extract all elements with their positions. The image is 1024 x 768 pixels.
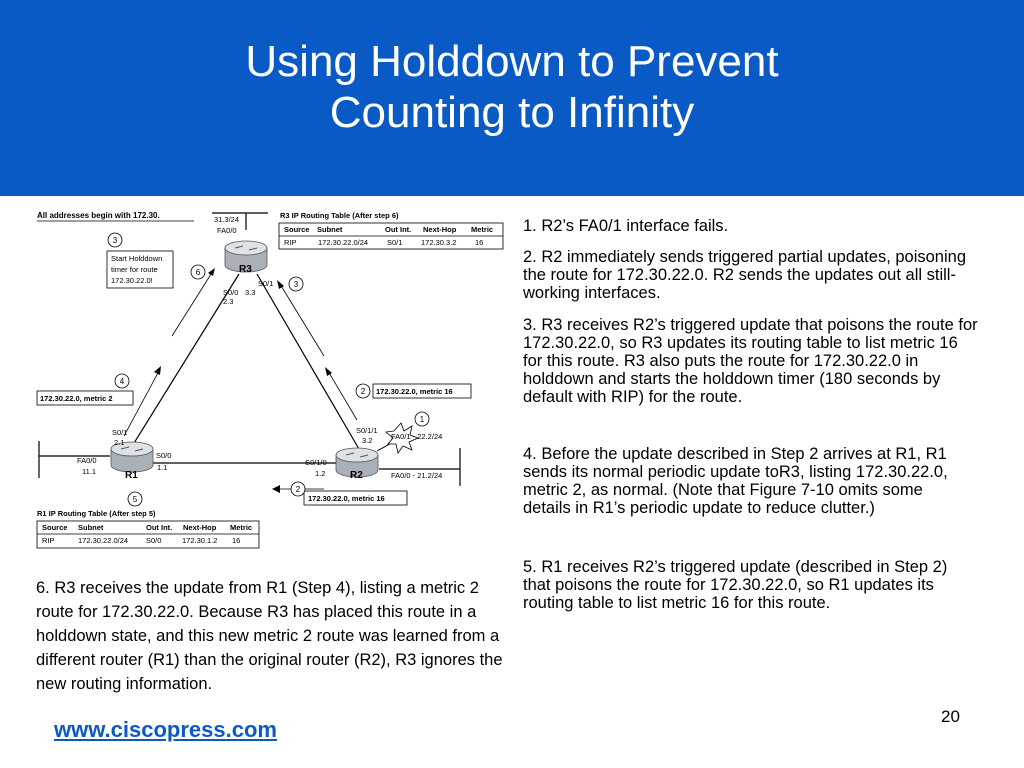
slide-title [0,36,1024,138]
r3-s01-address: 3.3 [245,288,256,297]
ciscopress-link[interactable]: www.ciscopress.com [54,717,277,742]
arrow-3-r2-to-r3 [280,284,324,356]
svg-text:6: 6 [195,268,201,277]
step-1-text: 1. R2’s FA0/1 interface fails. [523,217,729,235]
r1-s01-address: 2.1 [114,438,125,447]
r1-table-subnet: 172.30.22.0/24 [78,536,129,545]
callout-3-note [108,233,122,247]
title-line-2: Counting to Infinity [329,88,695,137]
r1-table-header-outint: Out Int. [146,523,173,532]
r3-table-title: R3 IP Routing Table (After step 6) [280,211,399,220]
address-note: All addresses begin with 172.30. [37,211,160,220]
r1-table-nexthop: 172.30.1.2 [182,536,218,545]
r3-table-nexthop: 172.30.3.2 [421,238,457,247]
callout-2-upper [356,384,370,398]
router-r3-label: R3 [239,264,252,275]
r3-fa-label: FA0/0 [217,226,237,235]
r3-s00-label: S0/0 [223,288,239,297]
arrow-2-head-left [272,485,280,493]
r2-s010-address: 1.2 [315,469,326,478]
r1-fa-label: FA0/0 [77,456,97,465]
r2-s011-label: S0/1/1 [356,426,378,435]
r1-table-metric: 16 [232,536,241,545]
r3-s01-label: S0/1 [258,279,274,288]
svg-text:1: 1 [419,415,425,424]
update-text-metric16-r3: 172.30.22.0, metric 16 [376,387,453,396]
router-r3 [225,241,267,275]
r3-table-header-source: Source [284,225,310,234]
r3-s00-address: 2.3 [223,297,234,306]
network-diagram [34,206,514,554]
r3-table-header-metric: Metric [471,225,494,234]
r1-s00-label: S0/0 [156,451,172,460]
callout-5 [128,492,142,506]
r1-s01-label: S0/1 [112,428,128,437]
holddown-note-line-2: timer for route [111,265,158,274]
r3-table-source: RIP [284,238,297,247]
holddown-note-line-1: Start Holddown [111,254,163,263]
arrow-6-head [208,268,215,276]
title-line-1: Using Holddown to Prevent [245,37,779,86]
r1-table-title: R1 IP Routing Table (After step 5) [37,509,156,518]
r1-table-source: RIP [42,536,55,545]
r1-fa-address: 11.1 [82,467,97,476]
router-r2 [336,448,378,481]
svg-text:2: 2 [295,485,301,494]
r3-lan-address: 31.3/24 [214,215,240,224]
r1-table-header-source: Source [42,523,68,532]
svg-text:4: 4 [119,377,125,386]
callout-3-arrow [289,277,303,291]
router-r2-label: R2 [350,470,363,481]
r3-table-subnet: 172.30.22.0/24 [318,238,369,247]
callout-1 [415,412,429,426]
router-r1 [111,442,153,481]
r1-s00-address: 1.1 [157,463,168,472]
callout-6 [191,265,205,279]
update-text-metric2: 172.30.22.0, metric 2 [40,394,113,403]
holddown-note-line-3: 172.30.22.0! [111,276,153,285]
r2-fa00-label: FA0/0 - 21.2/24 [391,471,443,480]
step-2-text: 2. R2 immediately sends triggered partial updates, poisoning the route for 172.30.22.0. R2 sends the updates out all still-working interfaces. [523,248,967,302]
callout-4 [115,374,129,388]
r2-fa01-label: FA0/1 - 22.2/24 [391,432,443,441]
step-3-text: 3. R3 receives R2’s triggered update that poisons the route for 172.30.22.0, so R3 updates its routing table to list metric 16 for this route. R3 also puts the route for 172.30.22.0 in holddown and starts the holddown timer (180 seconds by default with RIP) for the route. [523,316,978,406]
router-r1-label: R1 [125,470,138,481]
link-r2-r3 [257,274,359,449]
step-6-text: 6. R3 receives the update from R1 (Step 4), listing a metric 2 route for 172.30.22.0. Because R3 has placed this route in a holddown state, and this new metric 2 route was learned from a different router (R1) than the original router (R2), R3 ignores the new routing information. [36,579,503,693]
r3-table-header-nexthop: Next-Hop [423,225,457,234]
arrow-4-head [154,366,161,375]
r1-table-header-metric: Metric [230,523,253,532]
callout-2-lower [291,482,305,496]
svg-text:5: 5 [132,495,138,504]
r2-s010-label: S0/1/0 [305,458,327,467]
r3-table-header-outint: Out Int. [385,225,412,234]
page-number: 20 [941,707,960,726]
r1-table-header-nexthop: Next-Hop [183,523,217,532]
svg-text:3: 3 [112,236,118,245]
step-4-text: 4. Before the update described in Step 2 arrives at R1, R1 sends its normal periodic update toR3, listing 172.30.22.0, metric 2, as normal. (Note that Figure 7-10 omits some details in R1’s periodic update to reduce clutter.) [523,445,948,517]
arrow-3-head [277,280,284,289]
r1-table-header-subnet: Subnet [78,523,104,532]
r2-s011-address: 3.2 [362,436,373,445]
r3-table-outint: S0/1 [387,238,403,247]
update-text-metric16-r1: 172.30.22.0, metric 16 [308,494,385,503]
svg-text:3: 3 [293,280,299,289]
svg-text:2: 2 [360,387,366,396]
r3-table-metric: 16 [475,238,484,247]
r1-table-outint: S0/0 [146,536,162,545]
step-5-text: 5. R1 receives R2’s triggered update (described in Step 2) that poisons the route for 172.30.22.0, so R1 updates its routing table to list metric 16 for this route. [523,558,948,612]
r3-table-header-subnet: Subnet [317,225,343,234]
arrow-2-head [325,367,332,376]
arrow-2-r2-to-r3 [328,371,357,420]
